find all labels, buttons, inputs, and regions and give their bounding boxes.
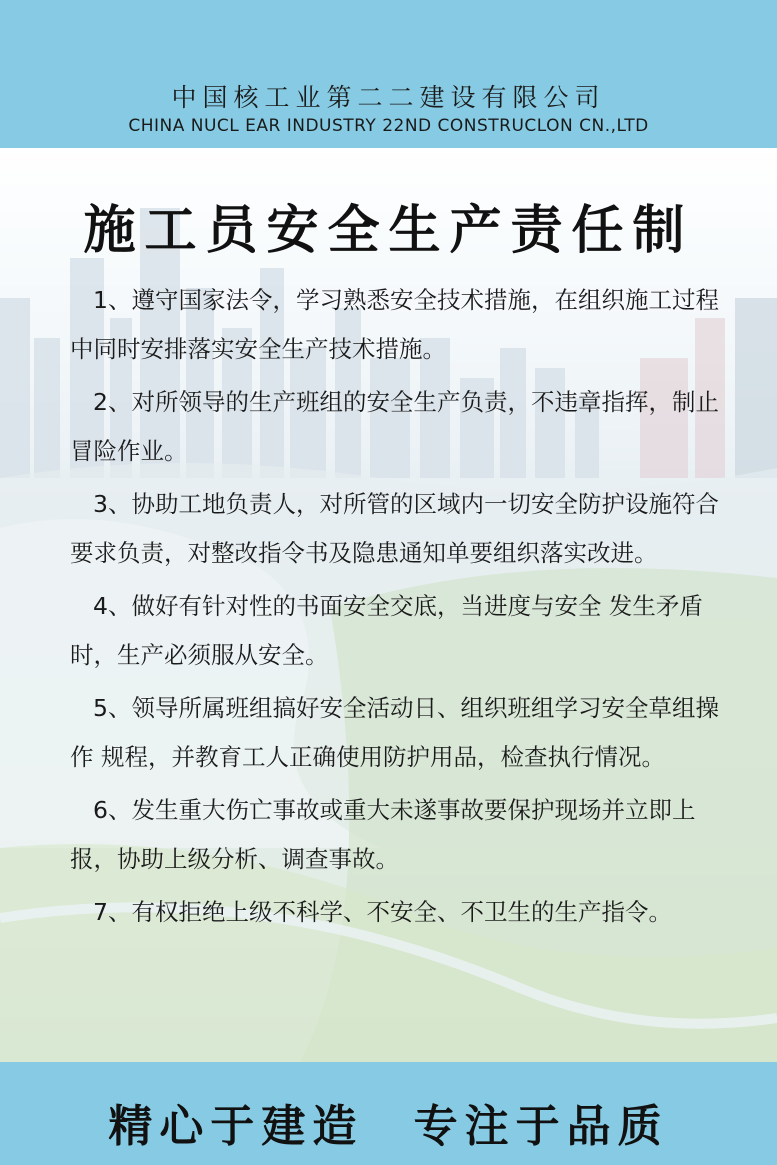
page-title: 施工员安全生产责任制 bbox=[83, 201, 694, 261]
company-name-english: CHINA NUCL EAR INDUSTRY 22ND CONSTRUCLON CN.,LTD bbox=[128, 116, 649, 136]
slogan: 精心于建造 专注于品质 bbox=[108, 1101, 669, 1152]
clause-item: 4、做好有针对性的书面安全交底，当进度与安全 发生矛盾时，生产必须服从安全。 bbox=[70, 592, 703, 669]
poster-body bbox=[0, 148, 777, 1062]
clause-list bbox=[70, 276, 730, 941]
clause-item: 6、发生重大伤亡事故或重大未遂事故要保护现场并立即上报，协助上级分析、调查事故。 bbox=[70, 796, 696, 873]
header-band bbox=[0, 0, 777, 148]
footer-band bbox=[0, 1062, 777, 1165]
clause-item: 1、遵守国家法令，学习熟悉安全技术措施，在组织施工过程中同时安排落实安全生产技术措施。 bbox=[70, 286, 719, 363]
clause-item: 3、协助工地负责人，对所管的区域内一切安全防护设施符合要求负责，对整改指令书及隐患通知单要组织落实改进。 bbox=[70, 490, 719, 567]
clause-item: 5、领导所属班组搞好安全活动日、组织班组学习安全草组操作 规程，并教育工人正确使用防护用品，检查执行情况。 bbox=[70, 694, 719, 771]
company-name-chinese: 中国核工业第二二建设有限公司 bbox=[171, 83, 606, 112]
clause-item: 2、对所领导的生产班组的安全生产负责，不违章指挥，制止冒险作业。 bbox=[70, 388, 719, 465]
clause-item: 7、有权拒绝上级不科学、不安全、不卫生的生产指令。 bbox=[93, 898, 672, 926]
